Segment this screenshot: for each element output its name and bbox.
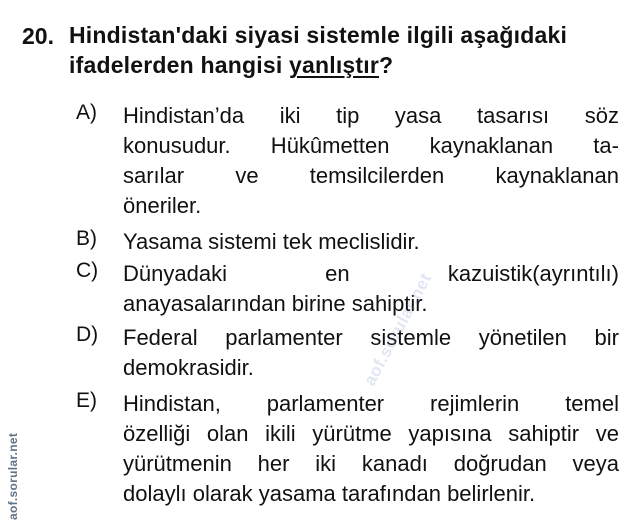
option-line: yürütmenin her iki kanadı doğrudan veya <box>123 451 619 476</box>
option-line: anayasalarından birine sahiptir. <box>123 291 428 316</box>
option-line: sarılar ve temsilcilerden kaynaklanan <box>123 163 619 188</box>
option-text <box>123 389 619 509</box>
question-stem-emphasis: yanlıştır <box>289 52 380 78</box>
option-line: Hindistan, parlamenter rejimlerin temel <box>123 391 619 416</box>
option-line: Federal parlamenter sistemle yönetilen bir <box>123 325 619 350</box>
option-line: özelliği olan ikili yürütme yapısına sahiptir ve <box>123 421 619 446</box>
option-text <box>123 101 619 221</box>
question-stem-text: Hindistan'daki siyasi sistemle ilgili aşağıdaki ifadelerden hangisi <box>69 22 568 78</box>
option-letter: A) <box>76 101 97 124</box>
option-letter: C) <box>76 259 99 282</box>
option-line: Hindistan’da iki tip yasa tasarısı söz <box>123 103 619 128</box>
question-number: 20. <box>22 23 54 49</box>
side-watermark: aof.sorular.net <box>6 432 20 520</box>
option-line: öneriler. <box>123 193 202 218</box>
option-d[interactable] <box>76 323 622 383</box>
option-line: demokrasidir. <box>123 355 254 380</box>
option-line: Dünyadaki en kazuistik(ayrıntılı) <box>123 261 619 286</box>
question-stem <box>69 20 621 80</box>
option-c[interactable] <box>76 259 622 319</box>
option-a[interactable] <box>76 101 622 221</box>
option-letter: B) <box>76 227 97 250</box>
option-b[interactable] <box>76 227 622 257</box>
diagonal-watermark: aof.sorular.net <box>360 269 436 389</box>
option-e[interactable] <box>76 389 622 509</box>
option-text <box>123 259 619 319</box>
question-stem-suffix: ? <box>379 52 394 78</box>
option-letter: D) <box>76 323 99 346</box>
option-line: dolaylı olarak yasama tarafından belirlenir. <box>123 481 536 506</box>
option-line: konusudur. Hükûmetten kaynaklanan ta- <box>123 133 619 158</box>
option-text <box>123 227 619 257</box>
option-line: Yasama sistemi tek meclislidir. <box>123 229 420 254</box>
option-letter: E) <box>76 389 97 412</box>
